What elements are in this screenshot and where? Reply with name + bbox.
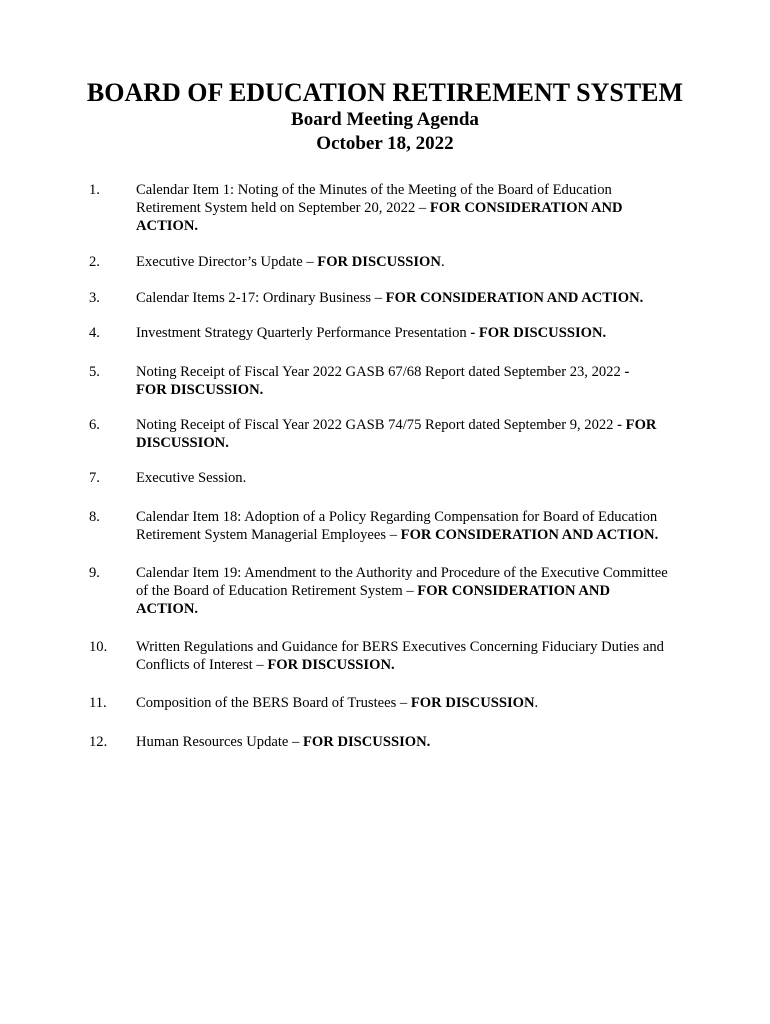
agenda-item-number: 10. [89,639,108,655]
agenda-item-number: 5. [89,364,100,380]
agenda-item-number: 2. [89,254,100,270]
agenda-item-text: Calendar Item 19: Amendment to the Authority and Procedure of the Executive Committee of the Board of Education Retirement System – FOR CONSIDERATION AND ACTION. [136,565,668,617]
agenda-item-text: Executive Session. [136,470,247,486]
agenda-item-text: Written Regulations and Guidance for BERS Executives Concerning Fiduciary Duties and Conflicts of Interest – FOR DISCUSSION. [136,639,664,673]
agenda-item-text: Composition of the BERS Board of Trustees – FOR DISCUSSION. [136,695,539,711]
agenda-item-text: Calendar Item 18: Adoption of a Policy Regarding Compensation for Board of Education Retirement System Managerial Employees – FOR CONSIDERATION AND ACTION. [136,509,659,543]
agenda-item-text: Calendar Items 2-17: Ordinary Business – FOR CONSIDERATION AND ACTION. [136,290,644,306]
agenda-item-number: 8. [89,509,100,525]
agenda-item-text: Calendar Item 1: Noting of the Minutes of the Meeting of the Board of Education Retirement System held on September 20, 2022 – FOR CONSIDERATION AND ACTION. [136,182,623,234]
meeting-date: October 18, 2022 [316,133,454,154]
document-subtitle: Board Meeting Agenda [291,109,479,130]
agenda-item-number: 6. [89,417,100,433]
agenda-item-text: Investment Strategy Quarterly Performance Presentation - FOR DISCUSSION. [136,325,607,341]
agenda-item-number: 4. [89,325,100,341]
agenda-item-number: 12. [89,734,108,750]
agenda-item-text: Human Resources Update – FOR DISCUSSION. [136,734,431,750]
agenda-item-number: 7. [89,470,100,486]
agenda-item-text: Noting Receipt of Fiscal Year 2022 GASB 74/75 Report dated September 9, 2022 - FOR DISCUSSION. [136,417,657,451]
document-title: BOARD OF EDUCATION RETIREMENT SYSTEM [86,78,684,107]
agenda-item-text: Executive Director’s Update – FOR DISCUSSION. [136,254,445,270]
agenda-item-number: 9. [89,565,100,581]
agenda-item-number: 1. [89,182,100,198]
agenda-item-number: 3. [89,290,100,306]
agenda-item-text: Noting Receipt of Fiscal Year 2022 GASB 67/68 Report dated September 23, 2022 - FOR DISCUSSION. [136,364,630,398]
agenda-item-number: 11. [89,695,107,711]
